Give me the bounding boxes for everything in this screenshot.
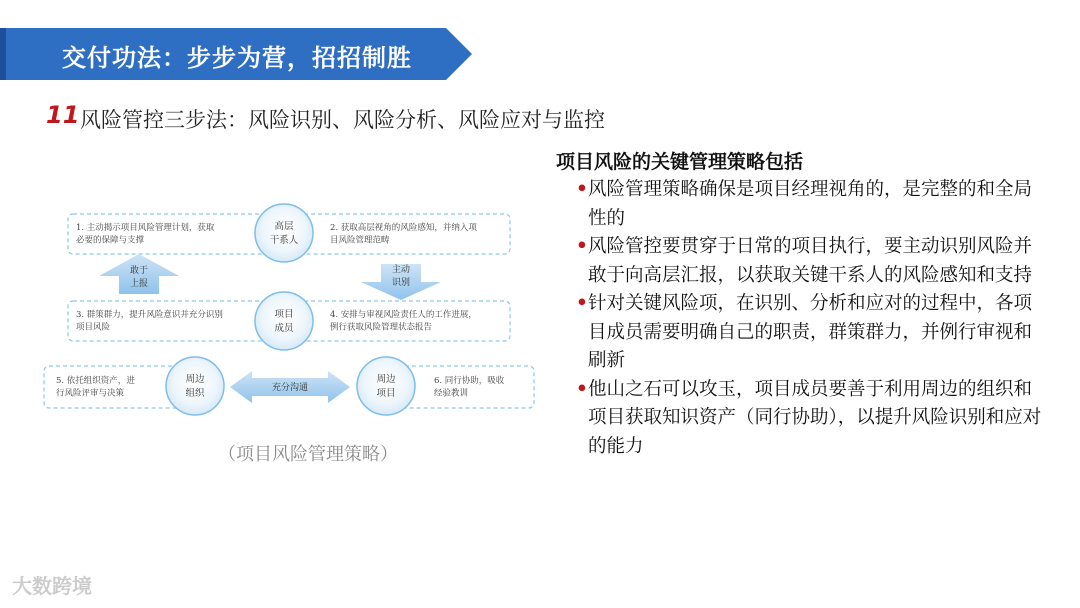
strategy-bullet-text: 风险管控要贯穿于日常的项目执行，要主动识别风险并敢于向高层汇报，以获取关键干系人的风险感知和支持 xyxy=(588,236,1033,286)
bullet-dot-icon: • xyxy=(576,236,588,257)
svg-text-line: 必要的保障与支撑 xyxy=(76,235,145,246)
svg-text-line: 5. 依托组织资产，进 xyxy=(56,376,135,386)
svg-text-line: 例行获取风险管理状态报告 xyxy=(330,322,433,333)
risk-strategy-diagram xyxy=(40,196,540,426)
svg-text-line: 项目 xyxy=(274,309,294,320)
section-title: 风险管控三步法：风险识别、风险分析、风险应对与监控 xyxy=(80,108,605,132)
svg-text-line: 周边 xyxy=(376,374,396,385)
bullet-dot-icon: • xyxy=(576,378,588,400)
strategy-bullet xyxy=(578,233,1048,290)
box-b3-text xyxy=(76,309,223,332)
svg-text-line: 敢于 xyxy=(129,266,149,276)
svg-text-line: 周边 xyxy=(185,374,205,385)
box-b6-text xyxy=(434,375,505,398)
box-b4-text xyxy=(330,309,477,332)
svg-text-line: 经验教训 xyxy=(434,388,469,399)
box-b1-text xyxy=(76,222,215,245)
node-right-circle xyxy=(357,357,415,415)
title-banner-shade xyxy=(0,28,6,80)
svg-text-line: 项目风险 xyxy=(76,322,111,333)
watermark-logo: 大数跨境 xyxy=(12,574,92,598)
svg-text-line: 高层 xyxy=(274,221,294,232)
svg-text-line: 主动 xyxy=(391,265,411,275)
section-number: 11 xyxy=(46,101,80,129)
svg-text-line: 上报 xyxy=(129,279,149,290)
bullet-dot-icon: • xyxy=(576,293,588,314)
svg-text-line: 组织 xyxy=(185,387,205,399)
svg-text-line: 充分沟通 xyxy=(271,383,309,393)
diagram-caption: （项目风险管理策略） xyxy=(218,444,398,465)
svg-text-line: 4. 安排与审视风险责任人的工作进展， xyxy=(330,310,477,320)
svg-text-line: 识别 xyxy=(391,278,411,289)
node-left-circle xyxy=(166,357,224,415)
svg-text-line: 3. 群策群力，提升风险意识并充分识别 xyxy=(76,310,223,320)
strategy-bullet-text: 风险管理策略确保是项目经理视角的，是完整的和全局性的 xyxy=(588,179,1033,229)
svg-text-line: 6. 同行协助，吸收 xyxy=(434,376,505,386)
node-middle-circle xyxy=(255,292,313,350)
strategy-bullet xyxy=(578,290,1048,376)
svg-text-line: 2. 获取高层视角的风险感知，并纳入项 xyxy=(330,223,477,233)
svg-text-line: 行风险评审与决策 xyxy=(56,388,125,399)
arrow-both-text xyxy=(272,381,308,393)
node-top-circle xyxy=(255,204,313,262)
svg-text-line: 1. 主动揭示项目风险管理计划，获取 xyxy=(76,223,215,233)
strategy-bullet-list xyxy=(578,176,1048,461)
strategy-bullet-text: 针对关键风险项，在识别、分析和应对的过程中，各项目成员需要明确自己的职责，群策群力，并例行审视和刷新 xyxy=(588,293,1033,371)
svg-text-line: 项目 xyxy=(376,387,396,399)
strategy-bullet xyxy=(578,176,1048,233)
svg-text-line: 成员 xyxy=(274,322,294,334)
slide-title: 交付功法：步步为营，招招制胜 xyxy=(62,44,412,72)
svg-text-line: 目风险管理范畴 xyxy=(330,235,390,246)
box-b2-text xyxy=(330,222,477,245)
strategy-bullet-text: 他山之石可以攻玉，项目成员要善于利用周边的组织和项目获取知识资产（同行协助），以提升风险识别和应对的能力 xyxy=(588,378,1042,457)
box-b5-text xyxy=(56,375,135,398)
strategy-bullet xyxy=(578,376,1048,462)
strategy-heading: 项目风险的关键管理策略包括 xyxy=(556,151,804,173)
svg-text-line: 干系人 xyxy=(269,234,299,246)
bullet-dot-icon: • xyxy=(576,179,588,200)
